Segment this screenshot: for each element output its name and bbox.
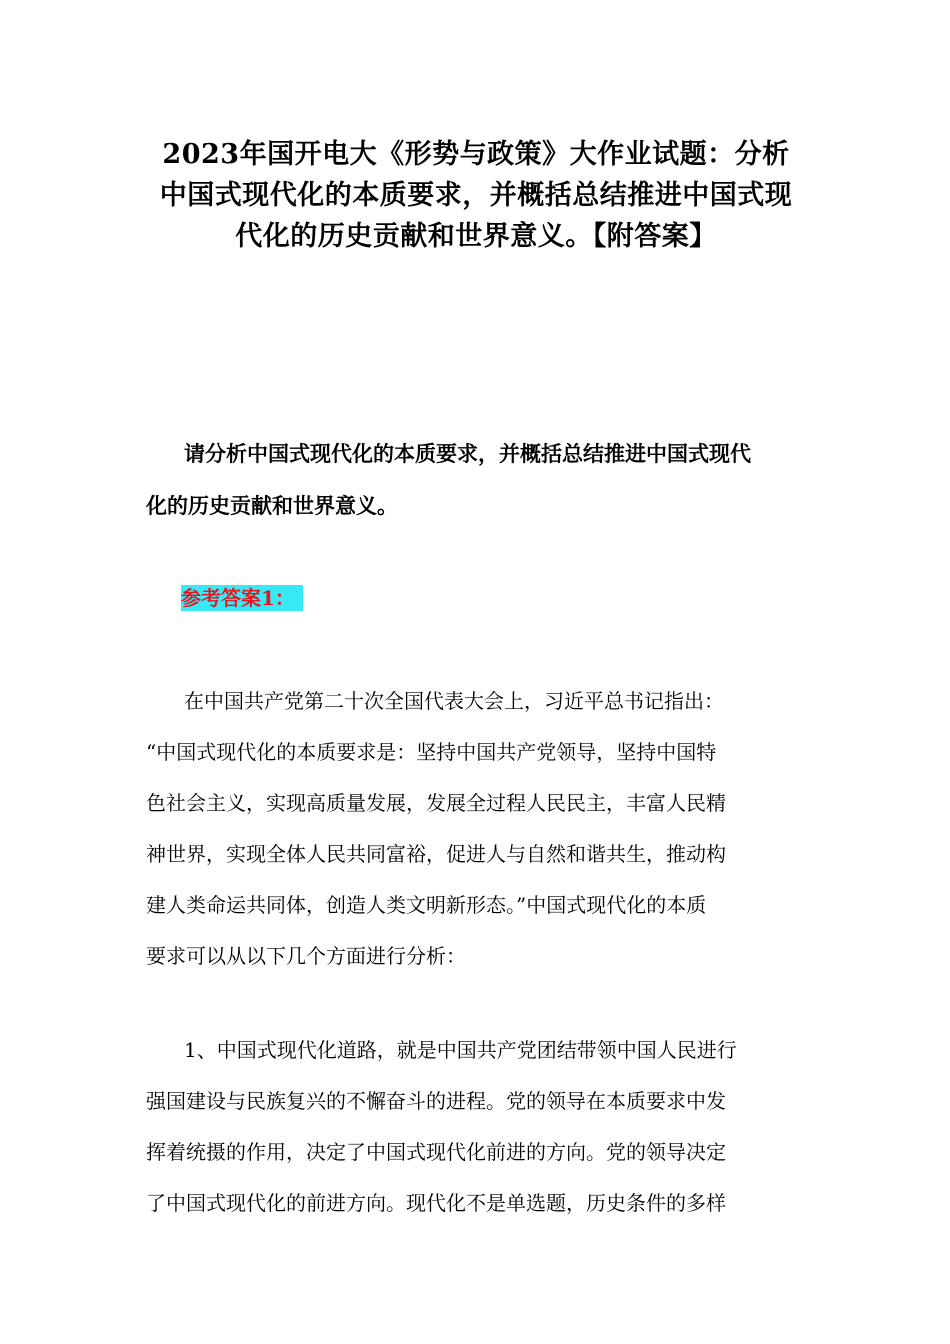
paragraph-line: 建人类命运共同体，创造人类文明新形态。”中国式现代化的本质: [146, 893, 707, 917]
paragraph-line: 挥着统摄的作用，决定了中国式现代化前进的方向。党的领导决定: [146, 1140, 726, 1164]
question-text: [146, 428, 806, 532]
paragraph-line: “中国式现代化的本质要求是：坚持中国共产党领导，坚持中国特: [146, 740, 717, 764]
paragraph-line: 在中国共产党第二十次全国代表大会上，习近平总书记指出：: [184, 689, 724, 713]
answer-heading: 参考答案1：: [181, 585, 303, 611]
answer-paragraph-2: [146, 1025, 806, 1229]
answer-paragraph-1: [146, 676, 806, 982]
paragraph-line: 神世界，实现全体人民共同富裕，促进人与自然和谐共生，推动构: [146, 842, 726, 866]
title-line-2: 中国式现代化的本质要求，并概括总结推进中国式现: [159, 180, 793, 211]
paragraph-line: 了中国式现代化的前进方向。现代化不是单选题，历史条件的多样: [146, 1191, 726, 1215]
paragraph-line: 1、中国式现代化道路，就是中国共产党团结带领中国人民进行: [184, 1038, 737, 1062]
title-line-1: 2023年国开电大《形势与政策》大作业试题：分析: [162, 139, 790, 170]
question-line-2: 化的历史贡献和世界意义。: [146, 493, 398, 518]
title-line-3: 代化的历史贡献和世界意义。【附答案】: [235, 221, 717, 252]
paragraph-line: 要求可以从以下几个方面进行分析：: [146, 944, 466, 968]
paragraph-line: 色社会主义，实现高质量发展，发展全过程人民民主，丰富人民精: [146, 791, 726, 815]
question-line-1: 请分析中国式现代化的本质要求，并概括总结推进中国式现代: [184, 441, 751, 466]
document-title: [146, 134, 806, 257]
paragraph-line: 强国建设与民族复兴的不懈奋斗的进程。党的领导在本质要求中发: [146, 1089, 726, 1113]
